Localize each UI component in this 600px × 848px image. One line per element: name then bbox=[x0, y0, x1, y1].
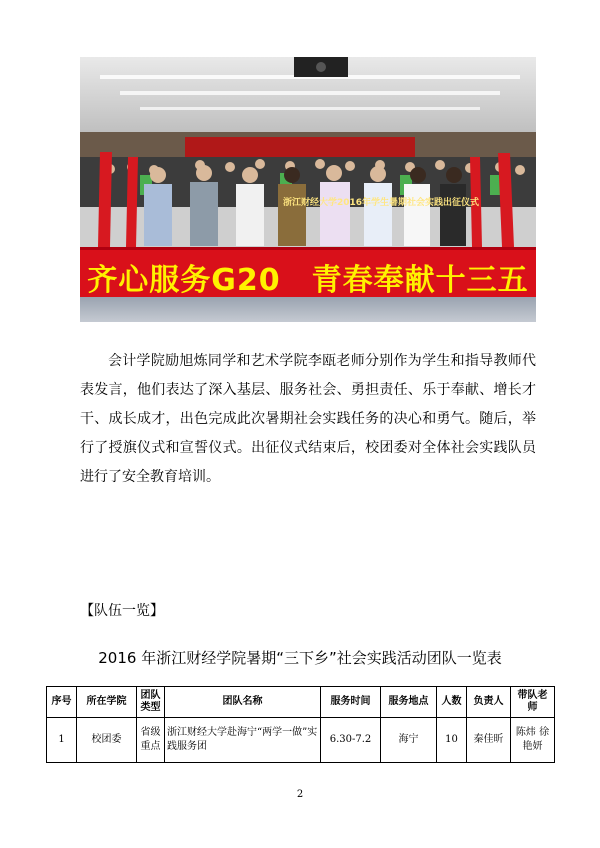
body-paragraph: 会计学院励旭炼同学和艺术学院李瓯老师分别作为学生和指导教师代表发言，他们表达了深入基层、服务社会、勇担责任、乐于奉献、增长才干、成长成才，出色完成此次暑期社会实践任务的决心和勇气。随后，举行了授旗仪式和宣誓仪式。出征仪式结束后，校团委对全体社会实践队员进行了安全教育培训。 bbox=[80, 353, 536, 485]
cell-team-name: 浙江财经大学赴海宁“两学一做”实践服务团 bbox=[165, 718, 321, 763]
cell-teachers: 陈炜 徐艳妍 bbox=[511, 718, 555, 763]
event-photo bbox=[80, 57, 536, 322]
header-team-name: 团队名称 bbox=[165, 687, 321, 718]
header-no: 序号 bbox=[47, 687, 77, 718]
cell-type: 省级重点 bbox=[137, 718, 165, 763]
cell-service-time: 6.30-7.2 bbox=[321, 718, 381, 763]
photo-main-banner-text: 齐心服务G20 青春奉献十三五 bbox=[87, 263, 529, 298]
table-title: 2016 年浙江财经学院暑期“三下乡”社会实践活动团队一览表 bbox=[98, 649, 502, 667]
section-label: 【队伍一览】 bbox=[80, 603, 164, 619]
page-number: 2 bbox=[296, 789, 304, 800]
photo-top-banner-text: 浙江财经大学2016年学生暑期社会实践出征仪式 bbox=[282, 198, 480, 208]
cell-no: 1 bbox=[47, 718, 77, 763]
header-service-place: 服务地点 bbox=[381, 687, 437, 718]
header-count: 人数 bbox=[437, 687, 467, 718]
header-type: 团队类型 bbox=[137, 687, 165, 718]
team-table bbox=[46, 686, 555, 763]
cell-service-place: 海宁 bbox=[381, 718, 437, 763]
cell-count: 10 bbox=[437, 718, 467, 763]
header-leader: 负责人 bbox=[467, 687, 511, 718]
header-teachers: 带队老师 bbox=[511, 687, 555, 718]
table-row bbox=[47, 718, 555, 763]
cell-leader: 秦佳昕 bbox=[467, 718, 511, 763]
table-header-row bbox=[47, 687, 555, 718]
cell-college: 校团委 bbox=[77, 718, 137, 763]
header-service-time: 服务时间 bbox=[321, 687, 381, 718]
header-college: 所在学院 bbox=[77, 687, 137, 718]
